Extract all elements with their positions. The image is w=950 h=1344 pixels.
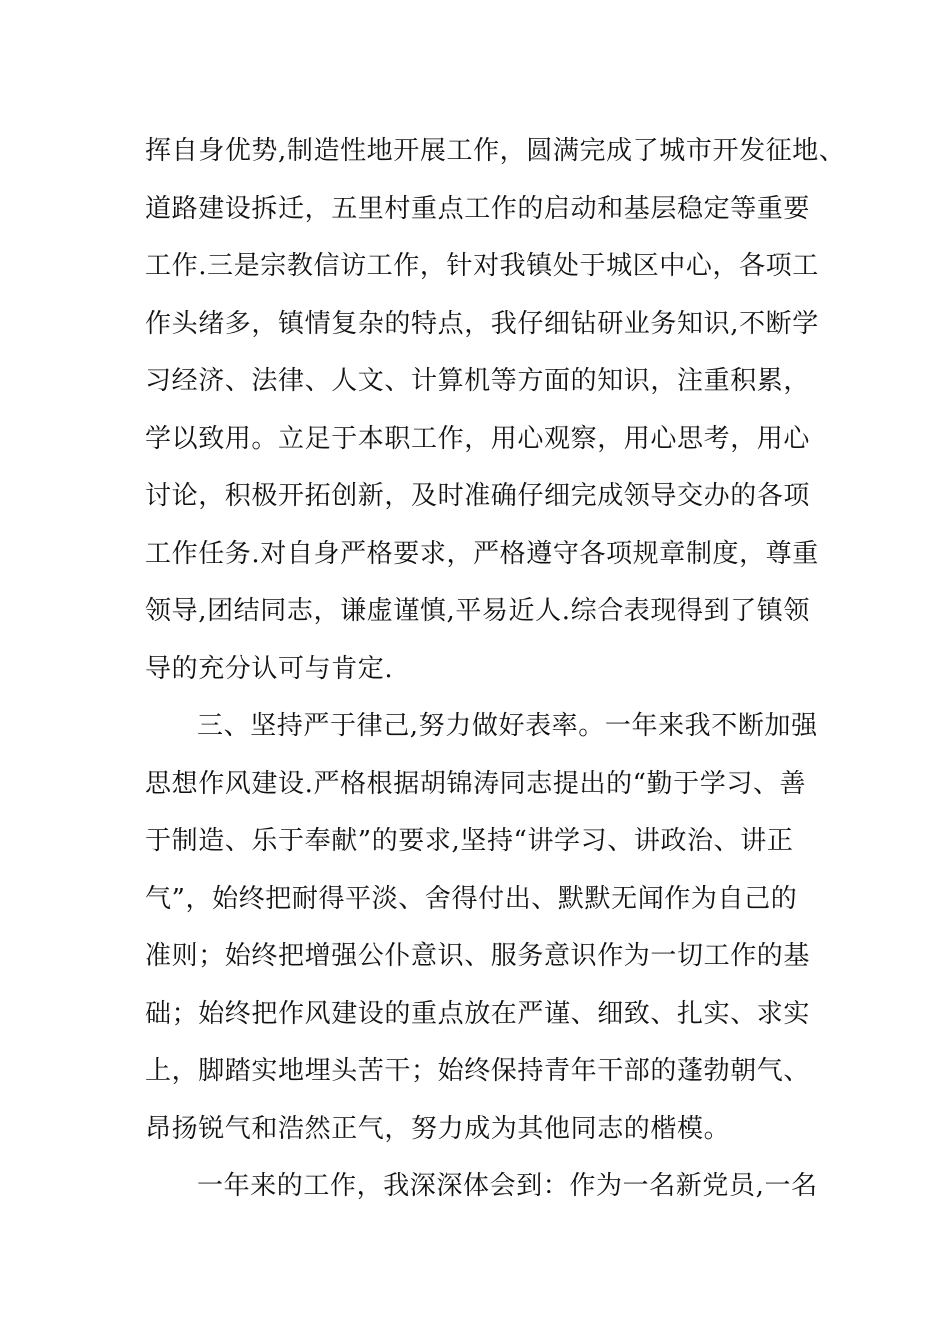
text-line: 习经济、法律、人文、计算机等方面的知识，注重积累，: [145, 366, 811, 396]
text-line: 导的充分认可与肯定.: [145, 654, 394, 684]
text-line: 上，脚踏实地埋头苦干；始终保持青年干部的蓬勃朝气、: [145, 1056, 811, 1086]
paragraph-start-line: 三、坚持严于律己,努力做好表率。一年来我不断加强: [197, 711, 818, 741]
text-line: 作头绪多，镇情复杂的特点，我仔细钻研业务知识,不断学: [145, 309, 819, 339]
text-line: 工作.三是宗教信访工作，针对我镇处于城区中心，各项工: [145, 251, 819, 281]
paragraph-start-line: 一年来的工作，我深深体会到：作为一名新党员,一名: [197, 1171, 818, 1201]
text-line: 工作任务.对自身严格要求，严格遵守各项规章制度，尊重: [145, 539, 819, 569]
text-line: 道路建设拆迁，五里村重点工作的启动和基层稳定等重要: [145, 194, 811, 224]
text-line: 于制造、乐于奉献”的要求,坚持“讲学习、讲政治、讲正: [145, 826, 794, 856]
text-line: 领导,团结同志，谦虚谨慎,平易近人.综合表现得到了镇领: [145, 596, 810, 626]
text-line: 昂扬锐气和浩然正气，努力成为其他同志的楷模。: [145, 1114, 731, 1144]
text-line: 思想作风建设.严格根据胡锦涛同志提出的“勤于学习、善: [145, 769, 807, 799]
text-line: 挥自身优势,制造性地开展工作，圆满完成了城市开发征地、: [145, 136, 846, 166]
text-line: 气”，始终把耐得平淡、舍得付出、默默无闻作为自己的: [145, 884, 798, 914]
text-line: 学以致用。立足于本职工作，用心观察，用心思考，用心: [145, 424, 811, 454]
text-line: 讨论，积极开拓创新，及时准确仔细完成领导交办的各项: [145, 481, 811, 511]
text-line: 准则；始终把增强公仆意识、服务意识作为一切工作的基: [145, 941, 811, 971]
text-line: 础；始终把作风建设的重点放在严谨、细致、扎实、求实: [145, 999, 811, 1029]
